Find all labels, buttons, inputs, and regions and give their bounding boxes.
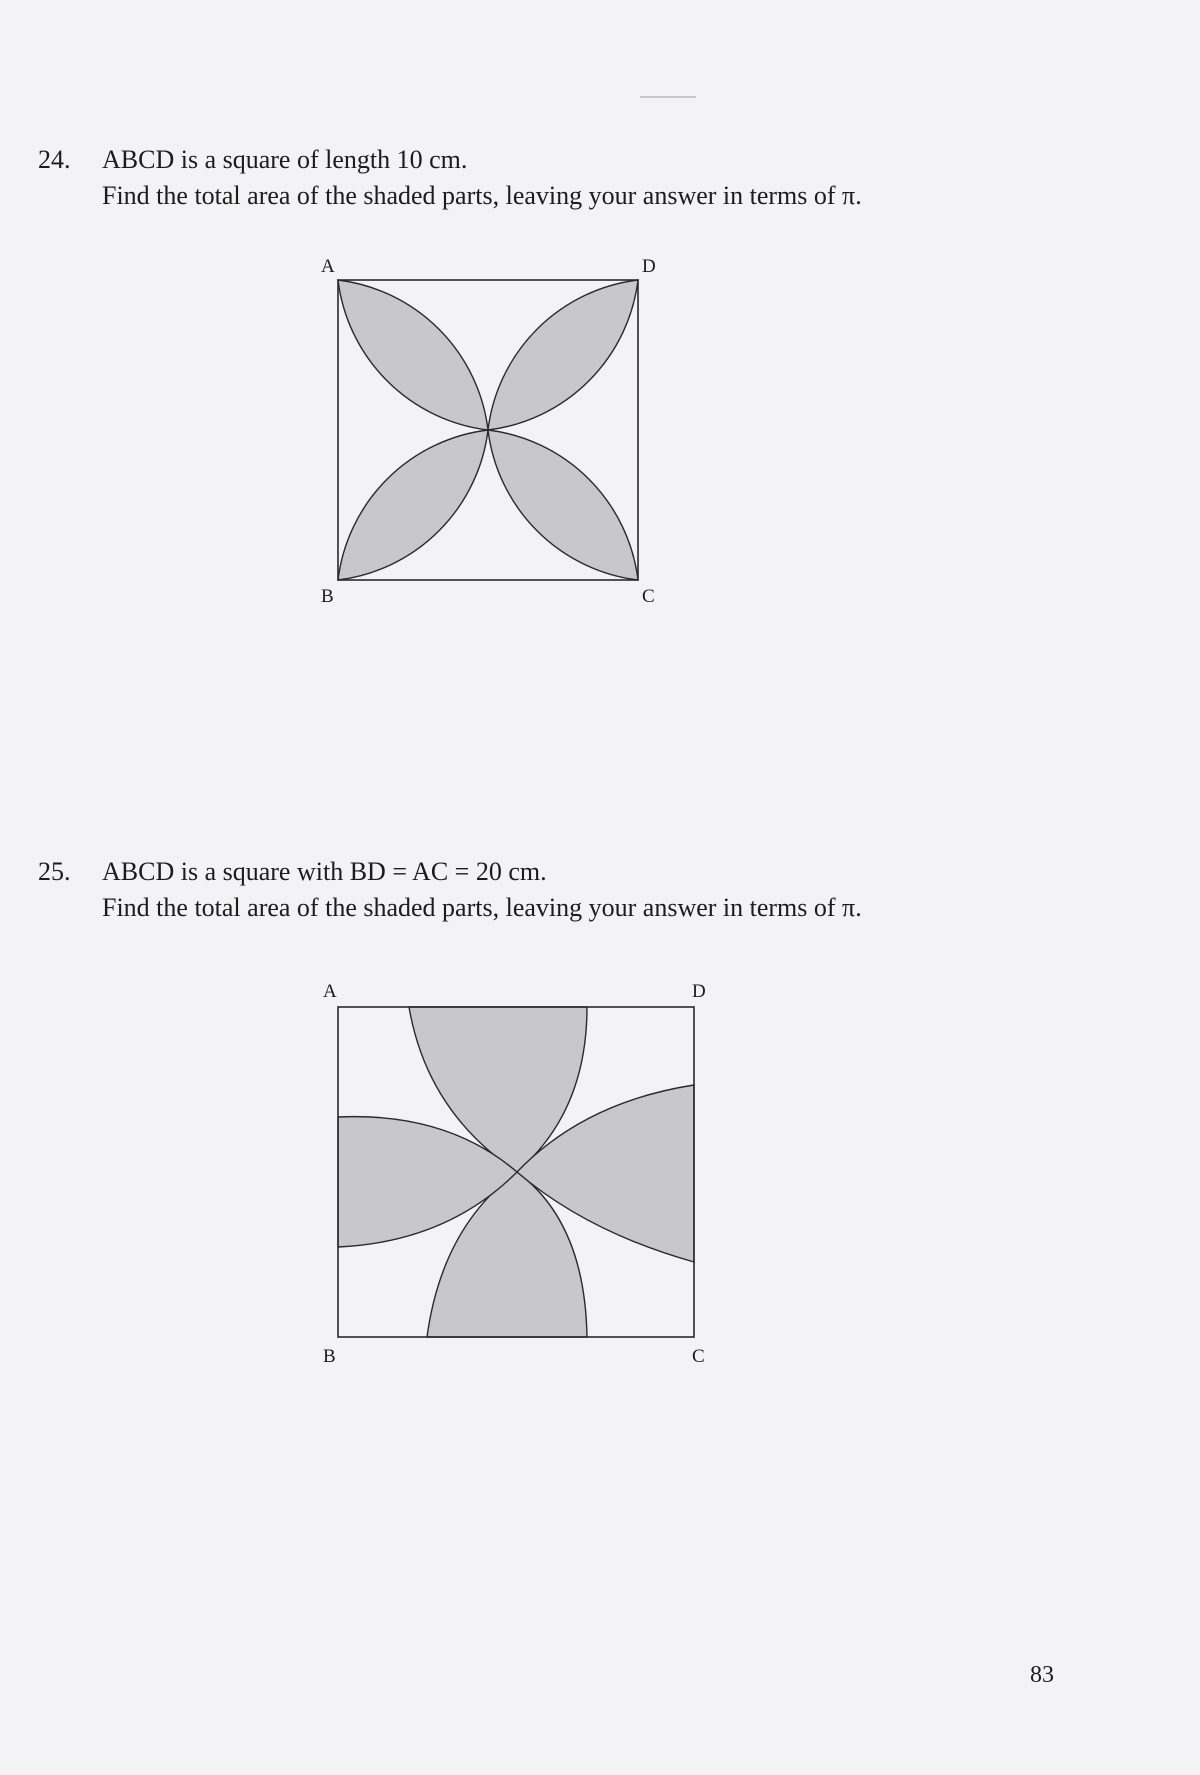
shaded-leaves bbox=[338, 280, 638, 580]
shaded-leaf-a bbox=[338, 280, 488, 430]
vertex-label-b: B bbox=[323, 1346, 336, 1367]
shaded-leaf-d bbox=[488, 280, 638, 430]
shaded-leaf-c bbox=[488, 430, 638, 580]
figure-24-square-with-leaves bbox=[316, 250, 702, 650]
vertex-label-a: A bbox=[323, 981, 337, 1002]
shaded-leaf-b bbox=[338, 430, 488, 580]
vertex-label-a: A bbox=[321, 256, 335, 277]
question-instruction: Find the total area of the shaded parts, leaving your answer in terms of π. bbox=[102, 181, 862, 210]
vertex-label-b: B bbox=[321, 586, 334, 607]
figure-25-square-with-petals bbox=[316, 972, 706, 1372]
page-number: 83 bbox=[1030, 1662, 1054, 1688]
shaded-petals bbox=[338, 1007, 694, 1337]
vertex-label-d: D bbox=[692, 981, 706, 1002]
question-number: 24. bbox=[38, 145, 71, 174]
decorative-dash bbox=[640, 96, 696, 98]
question-statement: ABCD is a square with BD = AC = 20 cm. bbox=[102, 857, 547, 886]
vertex-label-c: C bbox=[692, 1346, 705, 1367]
question-number: 25. bbox=[38, 857, 71, 886]
vertex-label-d: D bbox=[642, 256, 656, 277]
question-instruction: Find the total area of the shaded parts, leaving your answer in terms of π. bbox=[102, 893, 862, 922]
question-statement: ABCD is a square of length 10 cm. bbox=[102, 145, 468, 174]
vertex-label-c: C bbox=[642, 586, 655, 607]
